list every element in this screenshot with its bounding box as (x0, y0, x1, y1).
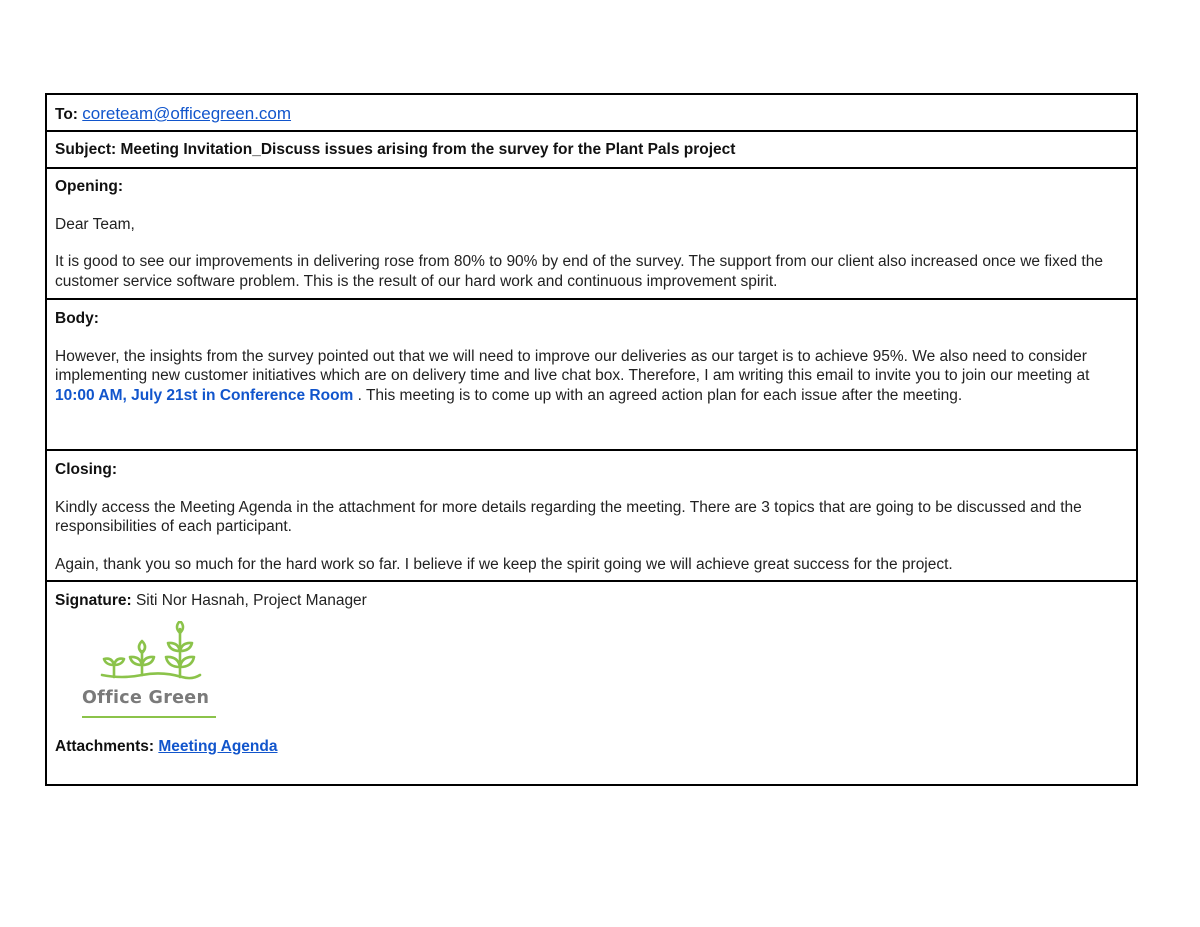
signature-label: Signature: (55, 592, 132, 609)
signature-line (55, 591, 1128, 611)
body-section (47, 300, 1136, 451)
closing-paragraph-1: Kindly access the Meeting Agenda in the attachment for more details regarding the meeting. There are 3 topics that are going to be discussed and the responsibilities of each participant. (55, 498, 1082, 535)
closing-section (47, 451, 1136, 582)
signature-value: Siti Nor Hasnah, Project Manager (131, 592, 367, 609)
closing-paragraph-2: Again, thank you so much for the hard work so far. I believe if we keep the spirit going we will achieve great success for the project. (55, 555, 953, 573)
attachments-line (55, 737, 1128, 757)
email-table (45, 93, 1138, 786)
attachments-label: Attachments: (55, 737, 155, 755)
opening-paragraph: It is good to see our improvements in delivering rose from 80% to 90% by end of the survey. The support from our client also increased once we fixed the customer service software problem. This is the result of our hard work and continuous improvement spirit. (55, 253, 1103, 290)
subject-row (47, 132, 1136, 169)
to-address-link[interactable]: coreteam@officegreen.com (82, 104, 292, 123)
signature-section (47, 582, 1136, 784)
meeting-time-highlight: 10:00 AM, July 21st in Conference Room (55, 386, 354, 404)
opening-section (47, 169, 1136, 300)
opening-label: Opening: (55, 178, 124, 195)
to-row (47, 95, 1136, 132)
office-green-logo (82, 621, 222, 721)
body-paragraph (55, 347, 1128, 406)
sprouting-plants-logo-icon (82, 621, 222, 691)
body-text-after: . This meeting is to come up with an agreed action plan for each issue after the meeting. (353, 386, 963, 404)
body-text-before: However, the insights from the survey pointed out that we will need to improve our deliveries as our target is to achieve 95%. We also need to consider implementing new customer initiatives which are on delivery time and live chat box. Therefore, I am writing this email to invite you to join our meeting at (55, 347, 1090, 384)
meeting-agenda-link[interactable]: Meeting Agenda (158, 737, 278, 755)
to-label: To: (55, 106, 78, 123)
logo-text: Office Green (82, 687, 210, 708)
opening-greeting: Dear Team, (55, 215, 135, 233)
closing-label: Closing: (55, 461, 117, 478)
subject-text: Subject: Meeting Invitation_Discuss issues arising from the survey for the Plant Pals project (55, 141, 736, 158)
logo-underline (82, 716, 216, 718)
body-label: Body: (55, 310, 99, 327)
